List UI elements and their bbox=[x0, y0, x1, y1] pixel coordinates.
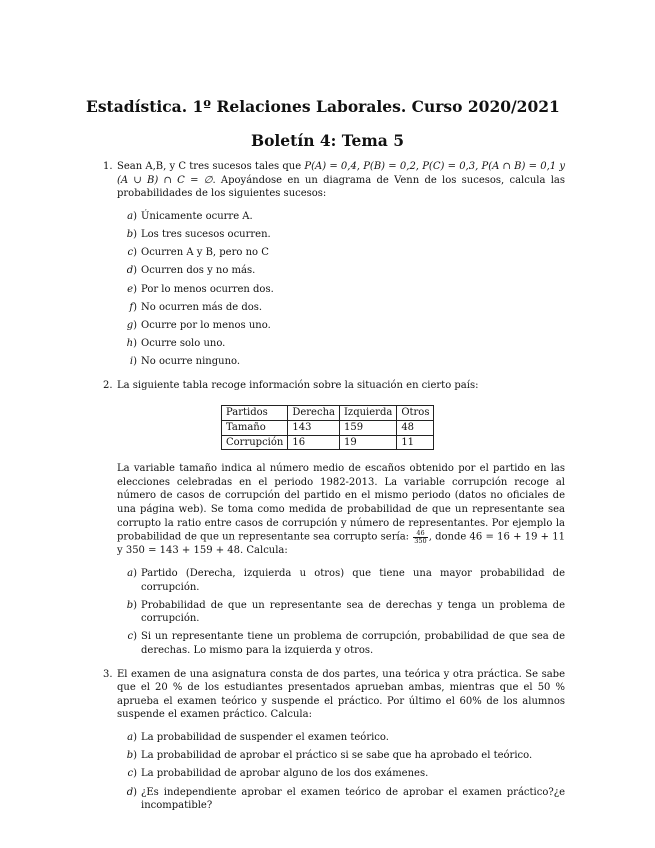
item-label: d bbox=[126, 786, 134, 798]
item-text: No ocurre ninguno. bbox=[141, 356, 241, 368]
list-item: c) La probabilidad de aprobar alguno de los dos exámenes. bbox=[127, 768, 429, 780]
list-item: h) Ocurre solo uno. bbox=[126, 338, 226, 350]
problem-statement bbox=[117, 160, 565, 201]
problem-2 bbox=[103, 379, 565, 658]
fraction-denominator: 350 bbox=[414, 536, 427, 545]
item-label: c bbox=[127, 768, 134, 780]
subquestion-list bbox=[117, 567, 565, 658]
list-item: e) Por lo menos ocurren dos. bbox=[127, 283, 274, 295]
item-text: La probabilidad de aprobar el práctico si se sabe que ha aprobado el teórico. bbox=[141, 750, 533, 762]
table-cell: Tamaño bbox=[222, 421, 288, 436]
document-title: Estadística. 1º Relaciones Laborales. Curso 2020/2021 bbox=[86, 97, 560, 116]
table-cell: 16 bbox=[288, 435, 340, 450]
list-item: d) ¿Es independiente aprobar el examen teórico de aprobar el examen práctico?¿e incompatible? bbox=[126, 786, 565, 812]
item-text: La probabilidad de aprobar alguno de los dos exámenes. bbox=[141, 768, 429, 780]
list-item: b) La probabilidad de aprobar el práctico si se sabe que ha aprobado el teórico. bbox=[126, 750, 533, 762]
item-text: Únicamente ocurre A. bbox=[141, 210, 253, 222]
table-row bbox=[222, 435, 434, 450]
table-cell: 159 bbox=[339, 421, 396, 436]
item-text: Por lo menos ocurren dos. bbox=[141, 283, 274, 295]
table-header-cell: Partidos bbox=[222, 406, 288, 421]
list-item: a) La probabilidad de suspender el examen teórico. bbox=[127, 732, 389, 744]
table-cell: 143 bbox=[288, 421, 340, 436]
item-label: f bbox=[129, 301, 134, 313]
item-label: a bbox=[127, 210, 134, 222]
item-text: La probabilidad de suspender el examen teórico. bbox=[141, 732, 389, 744]
problem-text: Sean A,B, y C tres sucesos tales que bbox=[117, 161, 305, 172]
item-label: i bbox=[129, 356, 134, 368]
problem-text: , donde 46 = 16 + 19 + 11 y 350 = 143 + 159 + 48. Calcula: bbox=[117, 531, 566, 557]
list-item: g) Ocurre por lo menos uno. bbox=[126, 319, 271, 331]
problem-text: La siguiente tabla recoge información sobre la situación en cierto país: bbox=[117, 379, 479, 391]
problem-list bbox=[103, 160, 565, 817]
list-item: a) Partido (Derecha, izquierda u otros) que tiene una mayor probabilidad de corrupción. bbox=[127, 567, 565, 593]
list-item: b) Probabilidad de que un representante sea de derechas y tenga un problema de corrupción. bbox=[126, 599, 565, 625]
item-label: a bbox=[127, 732, 134, 744]
list-item: c) Si un representante tiene un problema de corrupción, probabilidad de que sea de derechas. Lo mismo para la izquierda y otros. bbox=[127, 631, 565, 657]
problem-number: 1. bbox=[103, 161, 113, 172]
item-label: c bbox=[127, 247, 134, 259]
item-text: Si un representante tiene un problema de corrupción, probabilidad de que sea de derechas. Lo mismo para la izquierda y otros. bbox=[141, 631, 565, 657]
item-text: Partido (Derecha, izquierda u otros) que tiene una mayor probabilidad de corrupción. bbox=[141, 567, 565, 593]
item-text: ¿Es independiente aprobar el examen teórico de aprobar el examen práctico?¿e incompatible? bbox=[141, 786, 565, 812]
item-label: b bbox=[126, 228, 134, 240]
list-item: f) No ocurren más de dos. bbox=[129, 301, 263, 313]
list-item: d) Ocurren dos y no más. bbox=[126, 265, 256, 277]
item-label: b bbox=[126, 599, 134, 611]
math-expression: P(A) = 0,4, P(B) = 0,2, P(C) = 0,3, P(A ∩ B) = 0,1 y (A ∪ B) ∩ C = ∅ bbox=[117, 161, 565, 186]
document-subtitle: Boletín 4: Tema 5 bbox=[250, 131, 405, 150]
item-label: h bbox=[126, 338, 134, 350]
table-cell: Corrupción bbox=[222, 435, 288, 450]
item-text: Ocurre por lo menos uno. bbox=[141, 319, 271, 331]
item-text: Ocurren A y B, pero no C bbox=[141, 247, 269, 259]
list-item: a) Únicamente ocurre A. bbox=[127, 210, 253, 222]
list-item: c) Ocurren A y B, pero no C bbox=[127, 247, 269, 259]
table-header-row bbox=[222, 406, 434, 421]
problem-text: La variable tamaño indica al número medio de escaños obtenido por el partido en las elecciones celebradas en el periodo 1982-2013. La variable corrupción recoge al número de casos de corrupción del partido en el mismo periodo (datos no oficiales de una página web). Se toma como medida de probabilidad de que un representante sea corrupto la ratio entre casos de corrupción y número de representantes. Por ejemplo la probabilidad de que un representante sea corrupto sería: bbox=[117, 463, 565, 543]
item-text: Ocurren dos y no más. bbox=[141, 265, 256, 277]
item-text: Los tres sucesos ocurren. bbox=[141, 228, 271, 240]
problem-3 bbox=[103, 668, 565, 813]
table-header-cell: Otros bbox=[397, 406, 434, 421]
list-item: b) Los tres sucesos ocurren. bbox=[126, 228, 271, 240]
problem-text: . Apoyándose en un diagrama de Venn de los sucesos, calcula las probabilidades de los siguientes sucesos: bbox=[117, 174, 565, 200]
subquestion-list bbox=[117, 731, 565, 813]
item-text: Probabilidad de que un representante sea de derechas y tenga un problema de corrupción. bbox=[141, 599, 565, 625]
data-table bbox=[221, 405, 434, 450]
item-text: No ocurren más de dos. bbox=[141, 301, 263, 313]
table-cell: 11 bbox=[397, 435, 434, 450]
item-label: e bbox=[127, 283, 134, 295]
problem-1 bbox=[103, 160, 565, 369]
table-cell: 19 bbox=[339, 435, 396, 450]
fraction bbox=[413, 530, 427, 544]
problem-number: 3. bbox=[103, 668, 113, 680]
table-cell: 48 bbox=[397, 421, 434, 436]
problem-number: 2. bbox=[103, 379, 113, 391]
item-label: a bbox=[127, 567, 134, 579]
item-label: b bbox=[126, 750, 134, 762]
problem-statement bbox=[117, 462, 565, 558]
item-label: d bbox=[126, 265, 134, 277]
item-text: Ocurre solo uno. bbox=[141, 338, 226, 350]
item-label: g bbox=[126, 319, 134, 331]
item-label: c bbox=[127, 631, 134, 643]
fraction-numerator: 46 bbox=[413, 530, 427, 538]
table-row bbox=[222, 421, 434, 436]
table-header-cell: Derecha bbox=[288, 406, 340, 421]
subquestion-list bbox=[117, 210, 565, 369]
problem-text: El examen de una asignatura consta de dos partes, una teórica y otra práctica. Se sabe que el 20 % de los estudiantes presentados aprueban ambas, mientras que el 50 % aprueba el examen teórico y suspende el práctico. Por último el 60% de los alumnos suspende el examen práctico. Calcula: bbox=[117, 668, 565, 721]
table-header-cell: Izquierda bbox=[339, 406, 396, 421]
list-item: i) No ocurre ninguno. bbox=[129, 356, 241, 368]
